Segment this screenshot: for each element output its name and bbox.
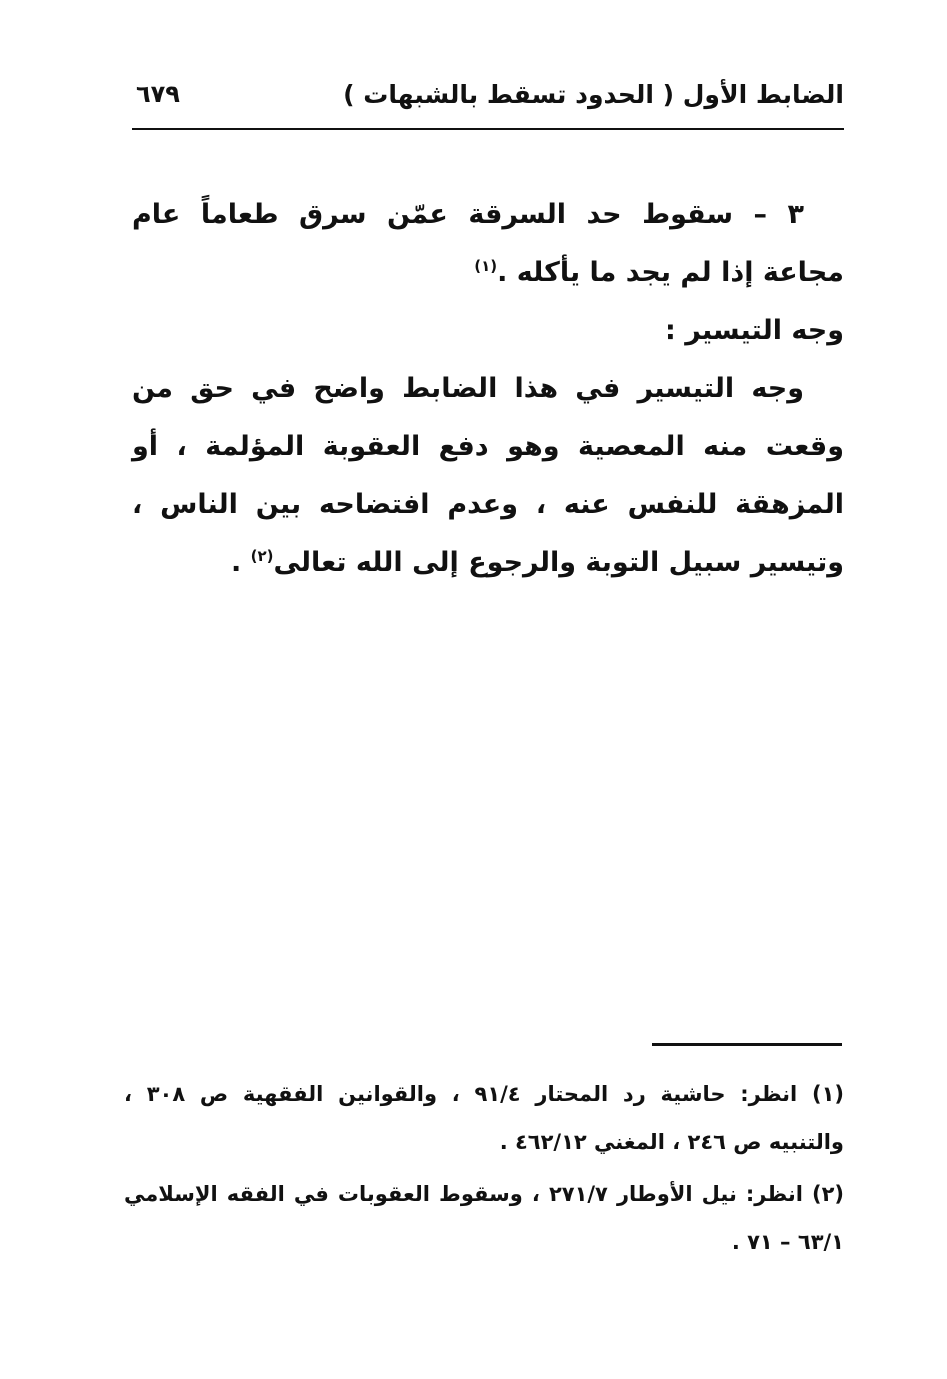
section-heading: وجه التيسير :: [665, 315, 844, 346]
page-number: ٦٧٩: [136, 80, 180, 108]
list-item-3-text: ٣ – سقوط حد السرقة عمّن سرق طعاماً عام مجاعة إذا لم يجد ما يأكله .: [132, 199, 844, 288]
footnotes: [124, 1070, 844, 1270]
footnote-1: (١) انظر: حاشية رد المحتار ٩١/٤ ، والقوانين الفقهية ص ٣٠٨ ، والتنبيه ص ٢٤٦ ، المغني ٤٦٢/١٢ .: [124, 1082, 844, 1154]
page-header: [132, 78, 844, 122]
main-text: [132, 186, 844, 592]
header-divider: [132, 128, 844, 130]
footnote-divider: [652, 1043, 842, 1046]
footnote-2: (٢) انظر: نيل الأوطار ٢٧١/٧ ، وسقوط العقوبات في الفقه الإسلامي ٦٣/١ – ٧١ .: [124, 1182, 844, 1254]
footnote-ref-1: (١): [474, 257, 498, 275]
body-paragraph: [132, 360, 844, 592]
footnote-ref-2: (٢): [250, 547, 274, 565]
body-paragraph-text: وجه التيسير في هذا الضابط واضح في حق من وقعت منه المعصية وهو دفع العقوبة المؤلمة ، أو المزهقة للنفس عنه ، وعدم افتضاحه بين الناس ، وتيسير سبيل التوبة والرجوع إلى الله تعالى: [132, 373, 844, 578]
running-title: الضابط الأول ( الحدود تسقط بالشبهات ): [343, 80, 844, 109]
list-item-3: [132, 186, 844, 302]
body-paragraph-end: .: [230, 547, 251, 578]
